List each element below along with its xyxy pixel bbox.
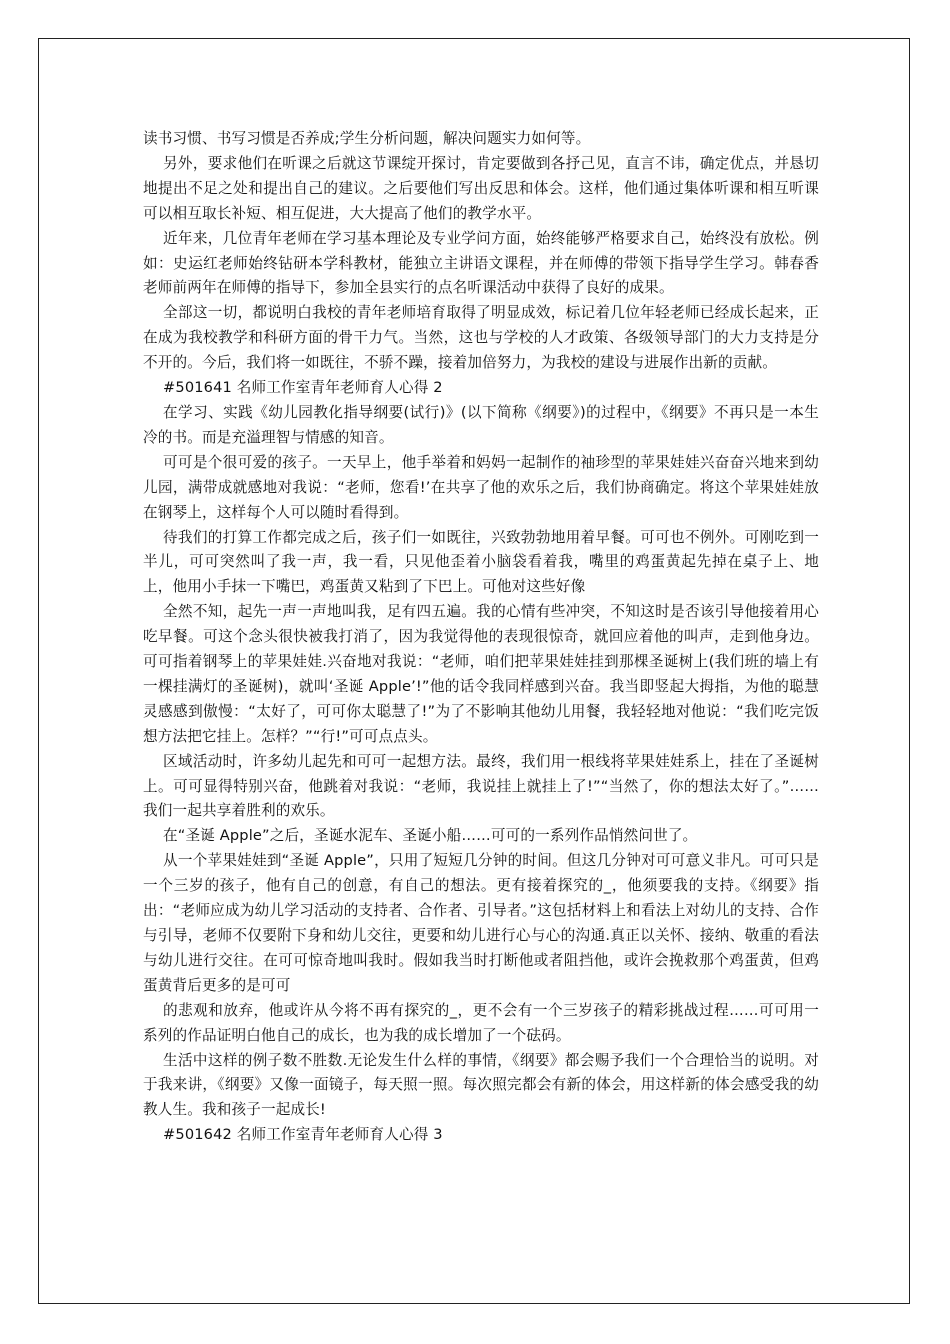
section-heading: #501641 名师工作室青年老师育人心得 2	[163, 379, 443, 397]
paragraph: 可可是个很可爱的孩子。一天早上，他手举着和妈妈一起制作的袖珍型的苹果娃娃兴奋奋兴地来到幼儿园，满带成就感地对我说：“老师，您看!’在共享了他的欢乐之后，我们协商确定。将这个苹果娃娃放在钢琴上，这样每个人可以随时看得到。	[143, 453, 819, 521]
paragraph: 全部这一切，都说明白我校的青年老师培育取得了明显成效，标记着几位年轻老师已经成长起来，正在成为我校教学和科研方面的骨干力气。当然，这也与学校的人才政策、各级领导部门的大力支持是分不开的。今后，我们将一如既往，不骄不躁，接着加倍努力，为我校的建设与进展作出新的贡献。	[143, 304, 819, 372]
paragraph: 另外，要求他们在听课之后就这节课绽开探讨，肯定要做到各抒己见，直言不讳，确定优点，并恳切地提出不足之处和提出自己的建议。之后要他们写出反思和体会。这样，他们通过集体听课和相互听课可以相互取长补短、相互促进，大大提高了他们的教学水平。	[143, 154, 819, 222]
section-heading: #501642 名师工作室青年老师育人心得 3	[163, 1126, 443, 1144]
document-body	[143, 127, 819, 1148]
paragraph: 的悲观和放弃，他或许从今将不再有探究的_，更不会有一个三岁孩子的精彩挑战过程……可可用一系列的作品证明白他自己的成长，也为我的成长增加了一个砝码。	[143, 1001, 819, 1044]
paragraph: 在“圣诞 Apple”之后，圣诞水泥车、圣诞小船……可可的一系列作品悄然问世了。	[163, 827, 698, 845]
paragraph: 在学习、实践《幼儿园教化指导纲要(试行)》(以下简称《纲要》)的过程中，《纲要》不再只是一本生冷的书。而是充溢理智与情感的知音。	[143, 403, 819, 446]
paragraph: 生活中这样的例子数不胜数.无论发生什么样的事情，《纲要》都会赐予我们一个合理恰当的说明。对于我来讲，《纲要》又像一面镜子，每天照一照。每次照完都会有新的体会，用这样新的体会感受我的幼教人生。我和孩子一起成长!	[143, 1051, 819, 1119]
paragraph: 待我们的打算工作都完成之后，孩子们一如既往，兴致勃勃地用着早餐。可可也不例外。可刚吃到一半儿，可可突然叫了我一声，我一看，只见他歪着小脑袋看着我，嘴里的鸡蛋黄起先掉在桌子上、地上，他用小手抹一下嘴巴，鸡蛋黄又粘到了下巴上。可他对这些好像	[143, 528, 819, 596]
paragraph: 近年来，几位青年老师在学习基本理论及专业学问方面，始终能够严格要求自己，始终没有放松。例如：史运红老师始终钻研本学科教材，能独立主讲语文课程，并在师傅的带领下指导学生学习。韩春香老师前两年在师傅的指导下，参加全县实行的点名听课活动中获得了良好的成果。	[143, 229, 819, 297]
paragraph: 读书习惯、书写习惯是否养成;学生分析问题，解决问题实力如何等。	[143, 130, 591, 147]
paragraph: 从一个苹果娃娃到“圣诞 Apple”，只用了短短几分钟的时间。但这几分钟对可可意义非凡。可可只是一个三岁的孩子，他有自己的创意，有自己的想法。更有接着探究的_，他须要我的支持。《纲要》指出：“老师应成为幼儿学习活动的支持者、合作者、引导者。”这包括材料上和看法上对幼儿的支持、合作与引导，老师不仅要附下身和幼儿交往，更要和幼儿进行心与心的沟通.真正以关怀、接纳、敬重的看法与幼儿进行交往。在可可惊奇地叫我时。假如我当时打断他或者阻挡他，或许会挽救那个鸡蛋黄，但鸡蛋黄背后更多的是可可	[143, 852, 819, 994]
paragraph: 区域活动时，许多幼儿起先和可可一起想方法。最终，我们用一根线将苹果娃娃系上，挂在了圣诞树上。可可显得特别兴奋，他跳着对我说：“老师，我说挂上就挂上了!”“当然了，你的想法太好了。”……我们一起共享着胜利的欢乐。	[143, 752, 819, 820]
paragraph: 全然不知，起先一声一声地叫我，足有四五遍。我的心情有些冲突，不知这时是否该引导他接着用心吃早餐。可这个念头很快被我打消了，因为我觉得他的表现很惊奇，就回应着他的叫声，走到他身边。可可指着钢琴上的苹果娃娃.兴奋地对我说：“老师，咱们把苹果娃娃挂到那棵圣诞树上(我们班的墙上有一棵挂满灯的圣诞树)，就叫‘圣诞 Apple’!”他的话令我同样感到兴奋。我当即竖起大拇指，为他的聪慧灵感感到傲慢：“太好了，可可你太聪慧了!”为了不影响其他幼儿用餐，我轻轻地对他说：“我们吃完饭想方法把它挂上。怎样？”“行!”可可点点头。	[143, 603, 819, 745]
